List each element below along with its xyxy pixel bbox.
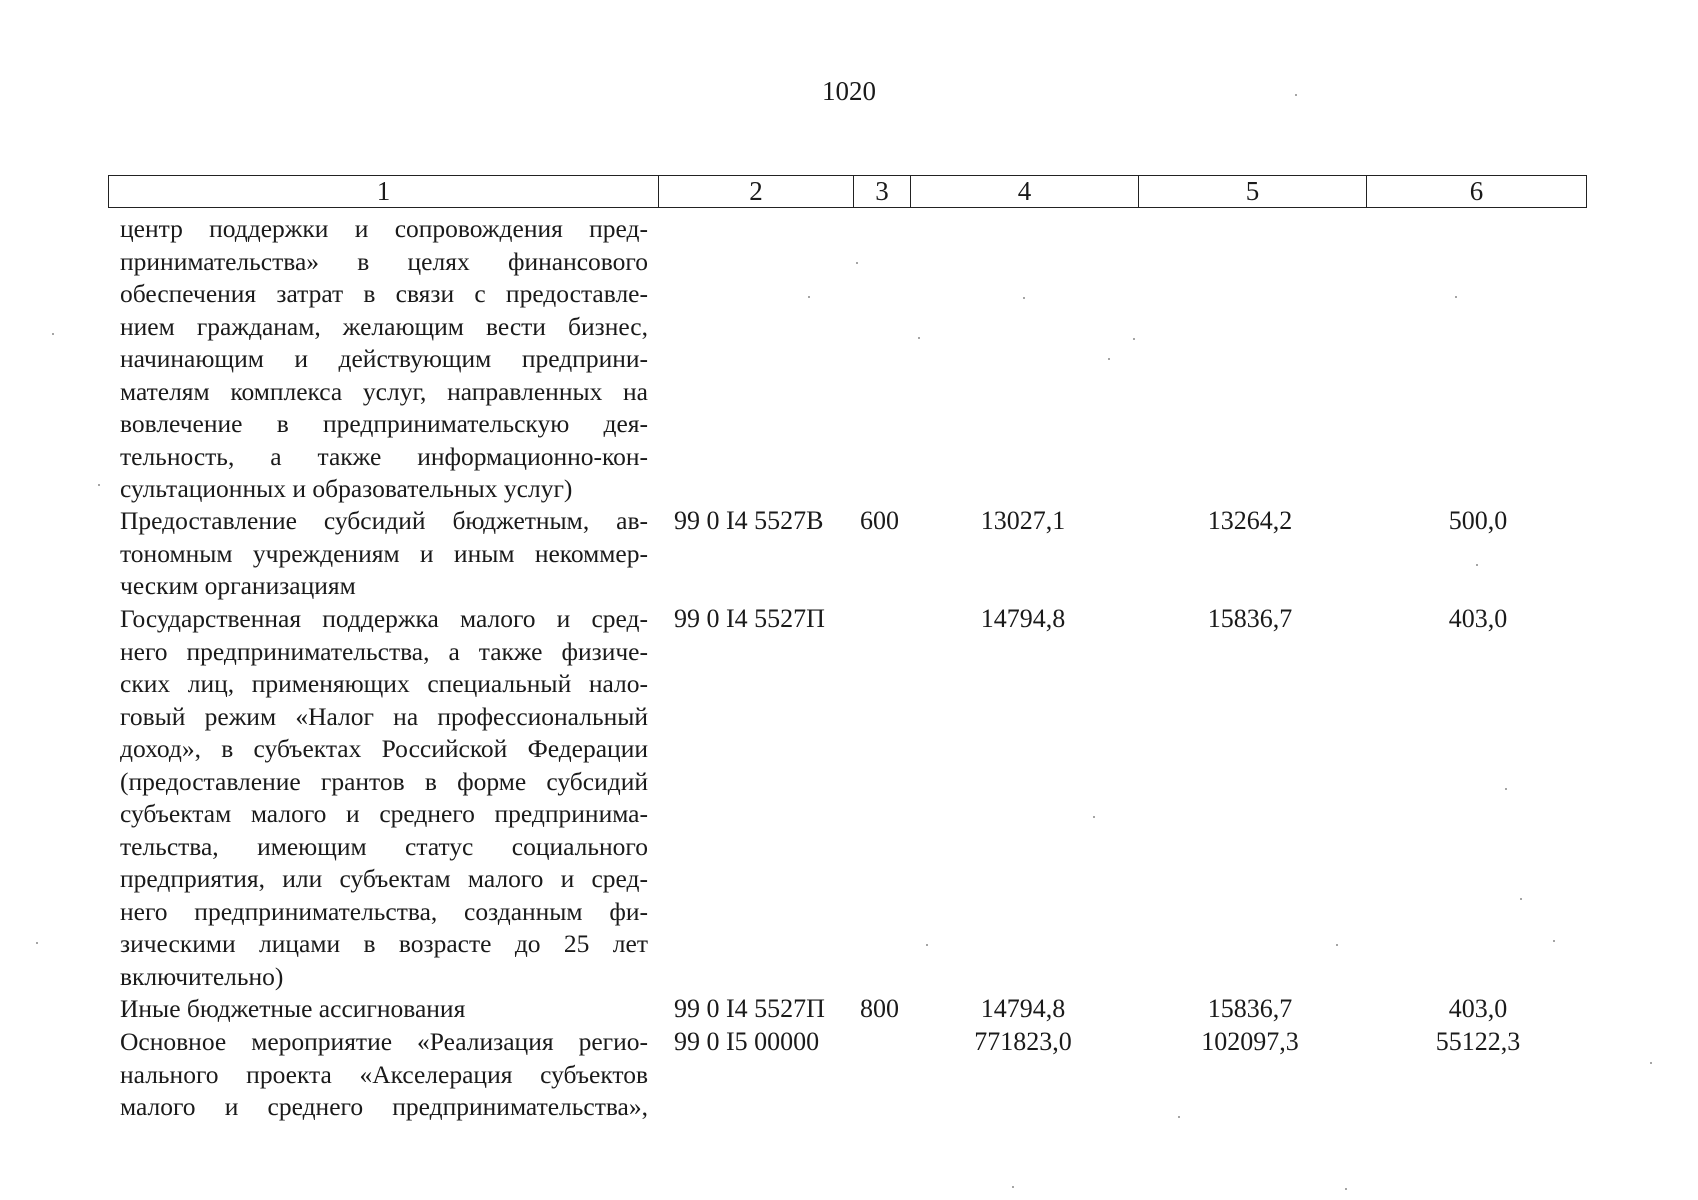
- scan-speck: [918, 337, 920, 339]
- row-value-col6: 403,0: [1448, 604, 1508, 633]
- description-line: Государственная поддержка малого и сред-: [120, 604, 648, 633]
- description-line: сультационных и образовательных услуг): [120, 474, 573, 503]
- row-description: [120, 1026, 648, 1124]
- row-code: 99 0 I4 5527П: [674, 994, 825, 1023]
- scan-speck: [808, 296, 810, 298]
- scan-speck: [1553, 940, 1555, 942]
- description-line: мателям комплекса услуг, направленных на: [120, 376, 648, 406]
- description-line: доход», в субъектах Российской Федерации: [120, 734, 648, 763]
- row-value-col5: 102097,3: [1201, 1027, 1299, 1056]
- row-value-col4: 14794,8: [980, 994, 1066, 1023]
- scan-speck: [1455, 296, 1457, 298]
- column-header-1: 1: [109, 176, 659, 208]
- description-line: нием гражданам, желающим вести бизнес,: [120, 311, 648, 341]
- scan-speck: [1650, 1062, 1652, 1064]
- description-line: говый режим «Налог на профессиональный: [120, 701, 648, 731]
- row-value-col5: 15836,7: [1207, 994, 1293, 1023]
- row-code: 99 0 I4 5527В: [674, 506, 824, 535]
- description-line: ских лиц, применяющих специальный нало-: [120, 669, 648, 698]
- description-line: ческим организациям: [120, 571, 356, 600]
- row-description: [120, 993, 648, 1026]
- scan-speck: [1012, 1186, 1014, 1188]
- description-line: тельства, имеющим статус социального: [120, 831, 648, 861]
- description-line: субъектам малого и среднего предпринима-: [120, 799, 648, 828]
- description-line: зическими лицами в возрасте до 25 лет: [120, 929, 648, 958]
- scan-speck: [1133, 338, 1135, 340]
- row-expense-type: 600: [860, 506, 899, 535]
- row-value-col4: 14794,8: [980, 604, 1066, 633]
- scan-speck: [1336, 944, 1338, 946]
- column-header-4: 4: [911, 176, 1139, 208]
- row-description: [120, 213, 648, 506]
- column-header-5: 5: [1139, 176, 1367, 208]
- scan-speck: [1108, 358, 1110, 360]
- scan-speck: [1476, 564, 1478, 566]
- row-code: 99 0 I4 5527П: [674, 604, 825, 633]
- description-line: включительно): [120, 961, 284, 991]
- scan-speck: [1520, 898, 1522, 900]
- column-header-2: 2: [659, 176, 854, 208]
- description-line: Основное мероприятие «Реализация регио-: [120, 1027, 648, 1056]
- row-value-col4: 13027,1: [980, 506, 1066, 535]
- scan-speck: [1295, 94, 1297, 96]
- row-code: 99 0 I5 00000: [674, 1027, 820, 1056]
- row-expense-type: 800: [860, 994, 899, 1023]
- description-line: тономным учреждениям и иным некоммер-: [120, 538, 648, 568]
- row-value-col6: 500,0: [1448, 506, 1508, 535]
- description-line: тельность, а также информационно-кон-: [120, 441, 648, 471]
- description-line: Предоставление субсидий бюджетным, ав-: [120, 506, 648, 535]
- description-line: принимательства» в целях финансового: [120, 246, 648, 276]
- scan-speck: [98, 484, 100, 486]
- description-line: Иные бюджетные ассигнования: [120, 994, 466, 1023]
- scan-speck: [52, 333, 54, 335]
- page-number: 1020: [822, 76, 876, 106]
- row-value-col5: 15836,7: [1207, 604, 1293, 633]
- description-line: начинающим и действующим предприни-: [120, 344, 648, 373]
- scan-speck: [856, 262, 858, 264]
- description-line: него предпринимательства, созданным фи-: [120, 896, 648, 926]
- row-value-col6: 403,0: [1448, 994, 1508, 1023]
- scan-speck: [1023, 297, 1025, 299]
- description-line: (предоставление грантов в форме субсидий: [120, 766, 648, 796]
- scan-speck: [1505, 788, 1507, 790]
- description-line: вовлечение в предпринимательскую дея-: [120, 409, 648, 438]
- description-line: обеспечения затрат в связи с предоставле-: [120, 279, 648, 308]
- description-line: предприятия, или субъектам малого и сред-: [120, 864, 648, 893]
- column-header-6: 6: [1367, 176, 1587, 208]
- scan-speck: [1093, 816, 1095, 818]
- description-line: малого и среднего предпринимательства»,: [120, 1092, 648, 1121]
- column-header-3: 3: [854, 176, 911, 208]
- row-value-col6: 55122,3: [1435, 1027, 1521, 1056]
- description-line: нального проекта «Акселерация субъектов: [120, 1059, 648, 1089]
- scan-speck: [36, 942, 38, 944]
- scan-speck: [1178, 1116, 1180, 1118]
- description-line: него предпринимательства, а также физиче-: [120, 636, 648, 666]
- row-value-col5: 13264,2: [1207, 506, 1293, 535]
- row-description: [120, 603, 648, 993]
- scan-speck: [1345, 1188, 1347, 1190]
- row-description: [120, 505, 648, 603]
- column-header-row: [108, 175, 1587, 208]
- description-line: центр поддержки и сопровождения пред-: [120, 214, 648, 243]
- row-value-col4: 771823,0: [974, 1027, 1072, 1056]
- scan-speck: [926, 944, 928, 946]
